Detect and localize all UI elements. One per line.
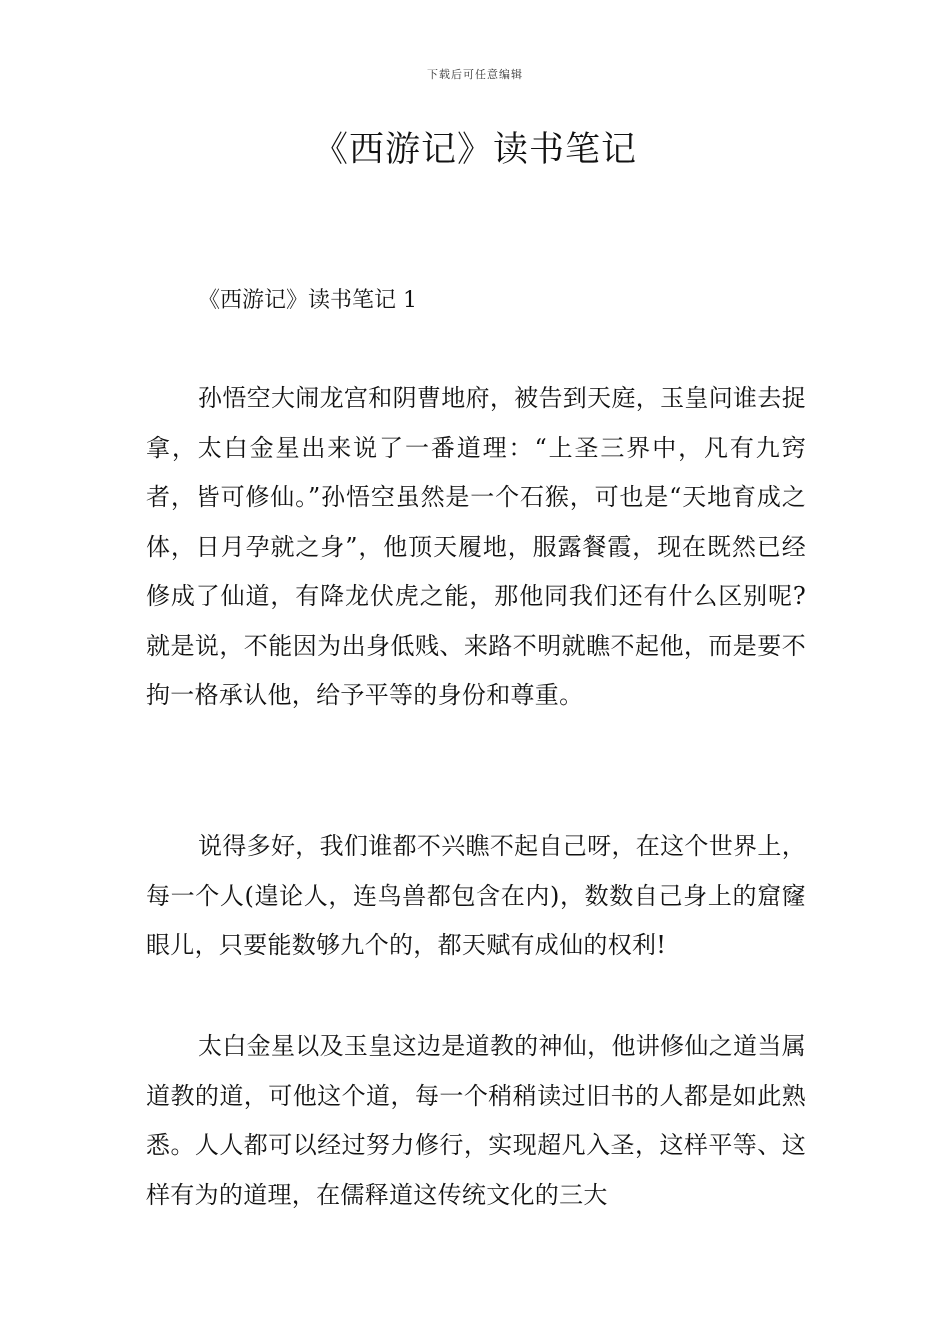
header-note: 下载后可任意编辑 bbox=[427, 68, 523, 81]
paragraph: 孙悟空大闹龙宫和阴曹地府，被告到天庭，玉皇问谁去捉拿，太白金星出来说了一番道理：“上圣三界中，凡有九窍者，皆可修仙。”孙悟空虽然是一个石猴，可也是“天地育成之体，日月孕就之身”，他顶天履地，服露餐霞，现在既然已经修成了仙道，有降龙伏虎之能，那他同我们还有什么区别呢?就是说，不能因为出身低贱、来路不明就瞧不起他，而是要不拘一格承认他，给予平等的身份和尊重。 bbox=[146, 384, 806, 709]
section-heading: 《西游记》读书笔记 1 bbox=[198, 288, 417, 313]
paragraph: 说得多好，我们谁都不兴瞧不起自己呀，在这个世界上，每一个人(遑论人，连鸟兽都包含在内)，数数自己身上的窟窿眼儿，只要能数够九个的，都天赋有成仙的权利! bbox=[146, 832, 806, 959]
paragraph: 太白金星以及玉皇这边是道教的神仙，他讲修仙之道当属道教的道，可他这个道，每一个稍稍读过旧书的人都是如此熟悉。人人都可以经过努力修行，实现超凡入圣，这样平等、这样有为的道理，在儒释道这传统文化的三大 bbox=[146, 1032, 806, 1209]
document-title: 《西游记》读书笔记 bbox=[312, 130, 637, 170]
